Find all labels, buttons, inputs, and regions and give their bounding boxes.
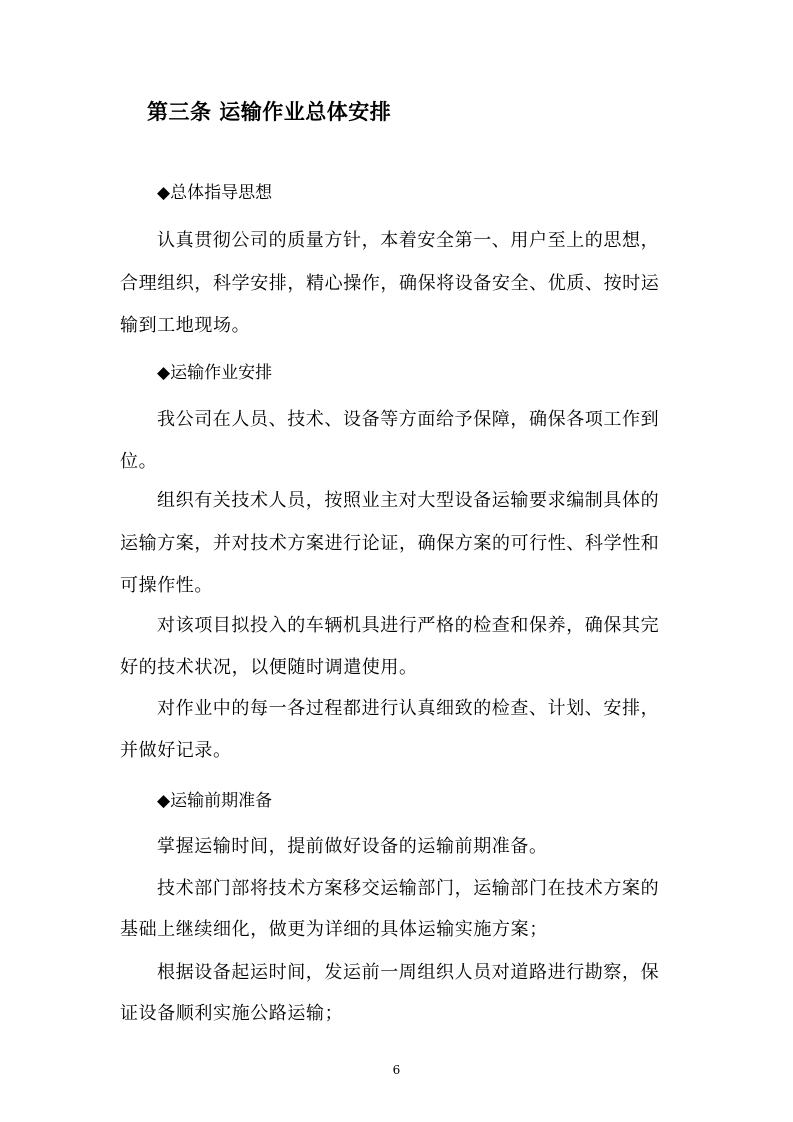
paragraph-line: 合理组织，科学安排，精心操作，确保将设备安全、优质、按时运 [120,273,660,294]
paragraph-line: 掌握运输时间，提前做好设备的运输前期准备。 [157,836,548,857]
paragraph-line: 好的技术状况，以便随时调遣使用。 [120,657,418,678]
section-title-transport-arrangement: ◆运输作业安排 [157,363,273,383]
paragraph-line: 对作业中的每一各过程都进行认真细致的检查、计划、安排， [157,698,660,719]
section-title-pre-transport-preparation: ◆运输前期准备 [157,791,273,811]
paragraph-line: 根据设备起运时间，发运前一周组织人员对道路进行勘察，保 [157,962,660,983]
paragraph-line: 可操作性。 [120,575,213,596]
paragraph-line: 基础上继续细化，做更为详细的具体运输实施方案； [120,919,548,940]
paragraph-line: 运输方案，并对技术方案进行论证，确保方案的可行性、科学性和 [120,533,660,554]
paragraph-line: 认真贯彻公司的质量方针，本着安全第一、用户至上的思想， [157,230,660,251]
paragraph-line: 技术部门部将技术方案移交运输部门，运输部门在技术方案的 [157,878,660,899]
paragraph-line: 并做好记录。 [120,740,232,761]
paragraph-line: 对该项目拟投入的车辆机具进行严格的检查和保养，确保其完 [157,615,660,636]
paragraph-line: 证设备顺利实施公路运输； [120,1003,344,1024]
article-heading: 第三条 运输作业总体安排 [147,99,392,124]
paragraph-line: 输到工地现场。 [120,315,251,336]
paragraph-line: 组织有关技术人员，按照业主对大型设备运输要求编制具体的 [157,490,660,511]
section-title-guiding-ideology: ◆总体指导思想 [157,183,273,203]
paragraph-line: 位。 [120,451,158,472]
paragraph-line: 我公司在人员、技术、设备等方面给予保障，确保各项工作到 [157,409,660,430]
page-number: 6 [392,1063,401,1077]
